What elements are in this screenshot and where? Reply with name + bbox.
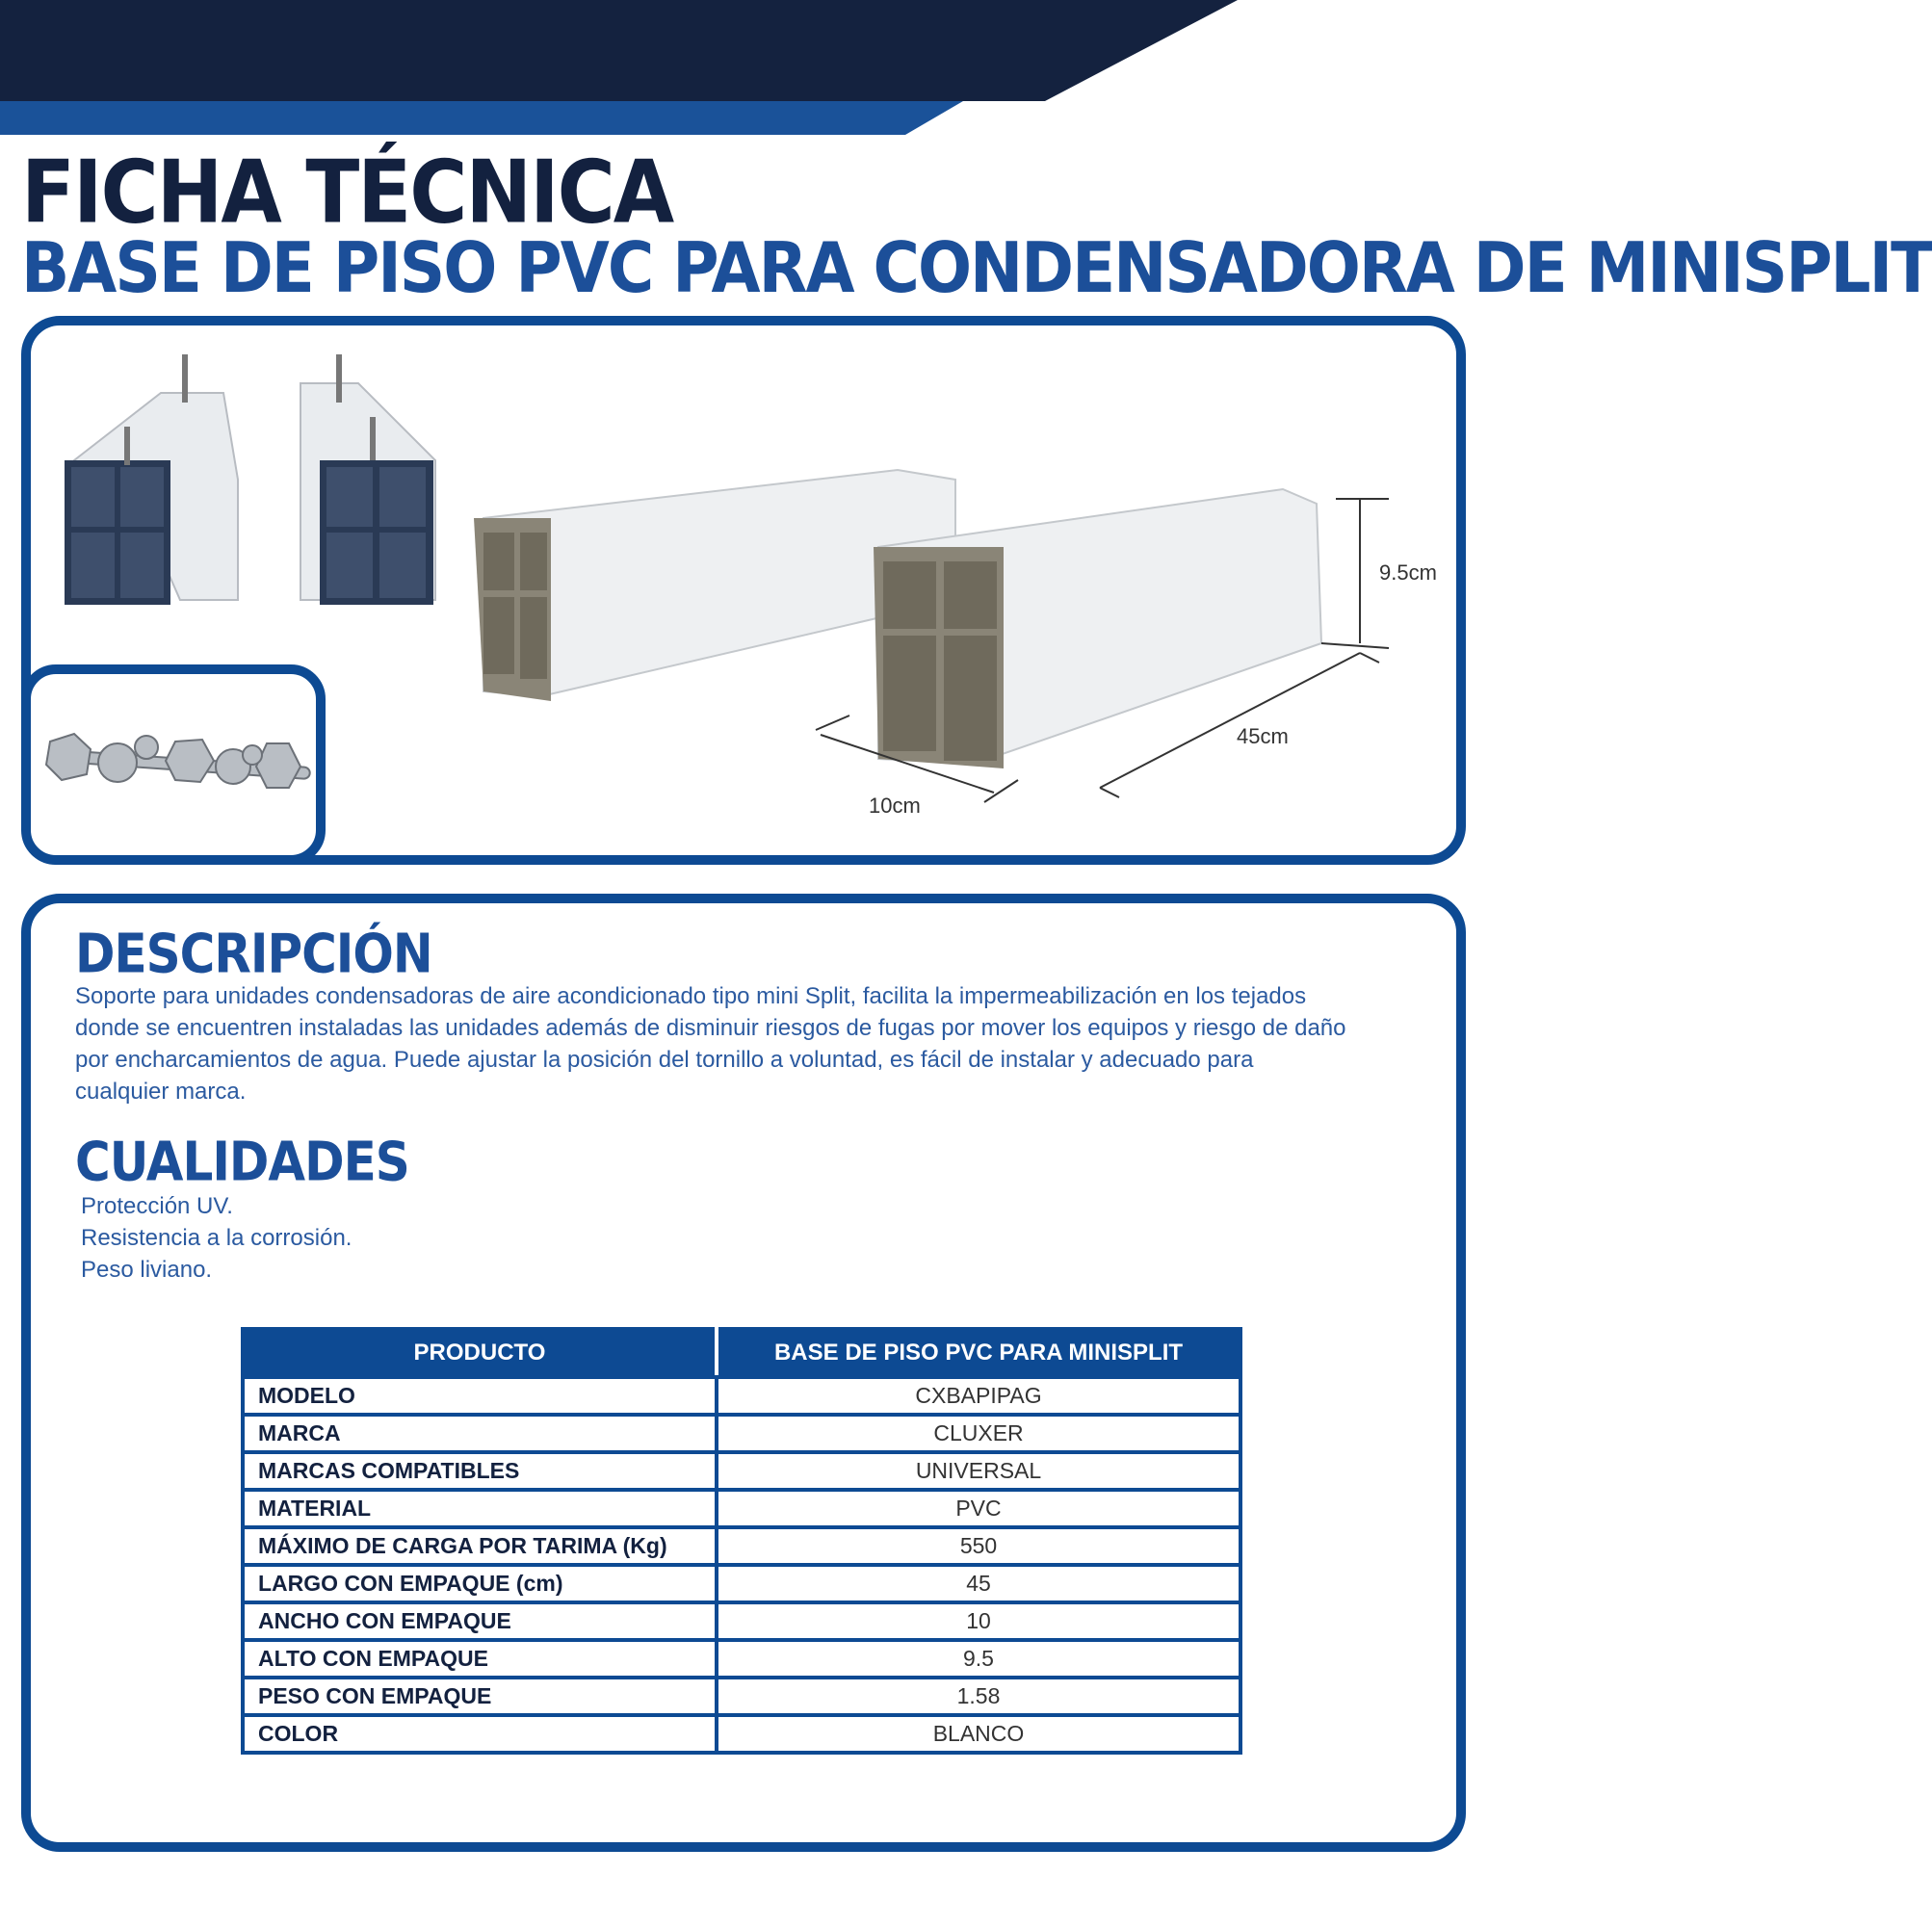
row-value: PVC: [717, 1490, 1240, 1527]
row-value: UNIVERSAL: [717, 1452, 1240, 1490]
row-label: ANCHO CON EMPAQUE: [243, 1602, 717, 1640]
table-row: [243, 1415, 1240, 1452]
table-header-name: BASE DE PISO PVC PARA MINISPLIT: [717, 1329, 1240, 1377]
row-value: BLANCO: [717, 1715, 1240, 1753]
quality-item: Resistencia a la corrosión.: [81, 1225, 352, 1251]
table-header-row: [243, 1329, 1240, 1377]
row-value: CLUXER: [717, 1415, 1240, 1452]
row-value: 1.58: [717, 1678, 1240, 1715]
table-header-product: PRODUCTO: [243, 1329, 717, 1377]
row-label: COLOR: [243, 1715, 717, 1753]
row-label: ALTO CON EMPAQUE: [243, 1640, 717, 1678]
specs-table: [241, 1327, 1242, 1755]
table-row: [243, 1640, 1240, 1678]
pvc-base-front-view-2: [300, 354, 435, 605]
row-label: MATERIAL: [243, 1490, 717, 1527]
quality-item: Peso liviano.: [81, 1257, 213, 1283]
row-label: LARGO CON EMPAQUE (cm): [243, 1565, 717, 1602]
row-value: 45: [717, 1565, 1240, 1602]
qualities-heading: CUALIDADES: [75, 1131, 409, 1193]
length-dimension-label: 45cm: [1237, 724, 1289, 748]
row-label: MODELO: [243, 1377, 717, 1415]
table-row: [243, 1602, 1240, 1640]
quality-item: Protección UV.: [81, 1193, 233, 1219]
bolts-image: [31, 674, 316, 855]
table-row: [243, 1377, 1240, 1415]
table-row: [243, 1452, 1240, 1490]
table-row: [243, 1715, 1240, 1753]
table-row: [243, 1490, 1240, 1527]
pvc-base-front-view-1: [65, 354, 238, 605]
row-value: 10: [717, 1602, 1240, 1640]
row-label: PESO CON EMPAQUE: [243, 1678, 717, 1715]
description-heading: DESCRIPCIÓN: [75, 923, 432, 985]
table-row: [243, 1678, 1240, 1715]
table-row: [243, 1565, 1240, 1602]
header-band: [0, 0, 1488, 135]
row-value: CXBAPIPAG: [717, 1377, 1240, 1415]
width-dimension-label: 10cm: [869, 794, 921, 818]
row-value: 9.5: [717, 1640, 1240, 1678]
height-dimension-label: 9.5cm: [1379, 560, 1437, 585]
row-label: MARCA: [243, 1415, 717, 1452]
table-row: [243, 1527, 1240, 1565]
row-label: MARCAS COMPATIBLES: [243, 1452, 717, 1490]
page-subtitle: BASE DE PISO PVC PARA CONDENSADORA DE MINISPLIT: [21, 227, 1932, 309]
description-text: Soporte para unidades condensadoras de aire acondicionado tipo mini Split, facilita la impermeabilización en los tejados donde se encuentren instaladas las unidades además de disminuir riesgos de fugas por mover los equipos y riesgo de daño por encharcamientos de agua. Puede ajustar la posición del tornillo a voluntad, es fácil de instalar y adecuado para cualquier marca.: [75, 983, 1346, 1105]
bolts-inset: [21, 664, 326, 865]
qualities-list: [81, 1190, 352, 1286]
row-label: MÁXIMO DE CARGA POR TARIMA (Kg): [243, 1527, 717, 1565]
page-title: FICHA TÉCNICA: [21, 143, 673, 244]
row-value: 550: [717, 1527, 1240, 1565]
